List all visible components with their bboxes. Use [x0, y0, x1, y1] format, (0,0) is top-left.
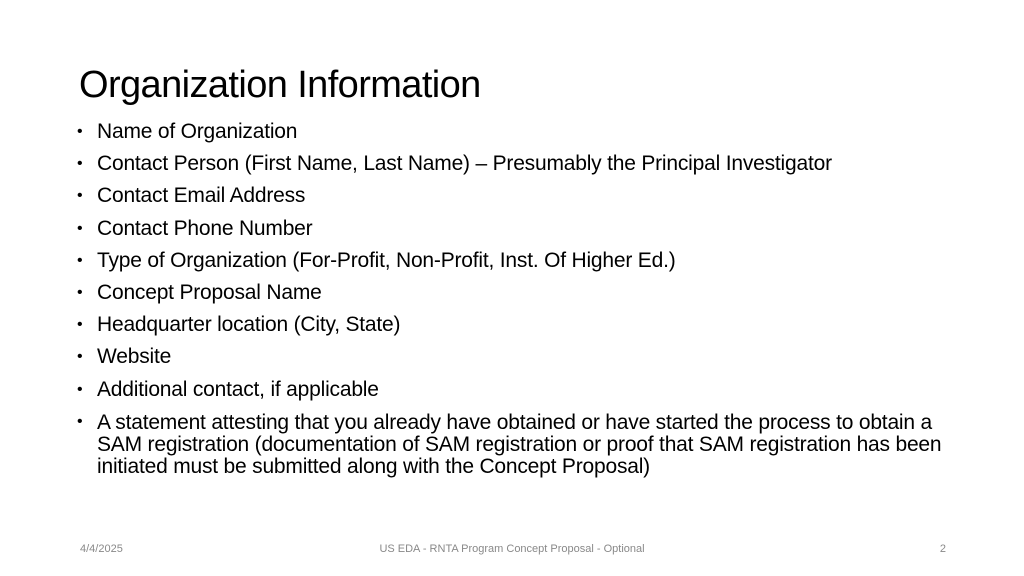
bullet-text: Contact Phone Number	[97, 216, 313, 240]
bullet-item	[75, 245, 955, 277]
bullet-item	[75, 406, 952, 478]
bullet-item	[75, 374, 955, 406]
bullet-dot-icon: •	[77, 251, 83, 269]
bullet-text: Headquarter location (City, State)	[97, 313, 401, 337]
bullet-dot-icon: •	[77, 187, 83, 205]
bullet-text: Website	[97, 345, 172, 369]
bullet-text: Contact Person (First Name, Last Name) – Presumably the Principal Investigator	[97, 152, 832, 176]
bullet-dot-icon: •	[77, 155, 83, 173]
bullet-text: A statement attesting that you already have obtained or have started the process to obtain a SAM registration (documentation of SAM registration or proof that SAM registration has been initiated must be submitted along with the Concept Proposal)	[97, 410, 942, 478]
bullet-dot-icon: •	[77, 123, 83, 140]
bullet-dot-icon: •	[77, 380, 83, 398]
bullet-item	[75, 180, 955, 212]
bullet-item	[75, 213, 955, 245]
bullet-text: Type of Organization (For-Profit, Non-Profit, Inst. Of Higher Ed.)	[97, 248, 676, 272]
slide-title: Organization Information	[79, 64, 481, 106]
bullet-text: Contact Email Address	[97, 184, 306, 208]
bullet-item	[75, 148, 955, 180]
bullet-item	[75, 341, 955, 373]
bullet-item	[75, 277, 955, 309]
page-number: 2	[939, 543, 946, 555]
bullet-dot-icon: •	[77, 348, 83, 366]
footer-date: 4/4/2025	[80, 543, 123, 555]
bullet-dot-icon: •	[77, 412, 83, 430]
bullet-text: Concept Proposal Name	[97, 281, 322, 305]
bullet-dot-icon: •	[77, 219, 83, 237]
bullet-text: Name of Organization	[97, 120, 298, 143]
bullet-dot-icon: •	[77, 316, 83, 334]
bullet-dot-icon: •	[77, 284, 83, 302]
bullet-item	[75, 116, 955, 148]
bullet-text: Additional contact, if applicable	[97, 377, 379, 401]
footer-title: US EDA - RNTA Program Concept Proposal - Optional	[379, 543, 645, 555]
bullet-list	[75, 116, 955, 478]
bullet-item	[75, 309, 955, 341]
